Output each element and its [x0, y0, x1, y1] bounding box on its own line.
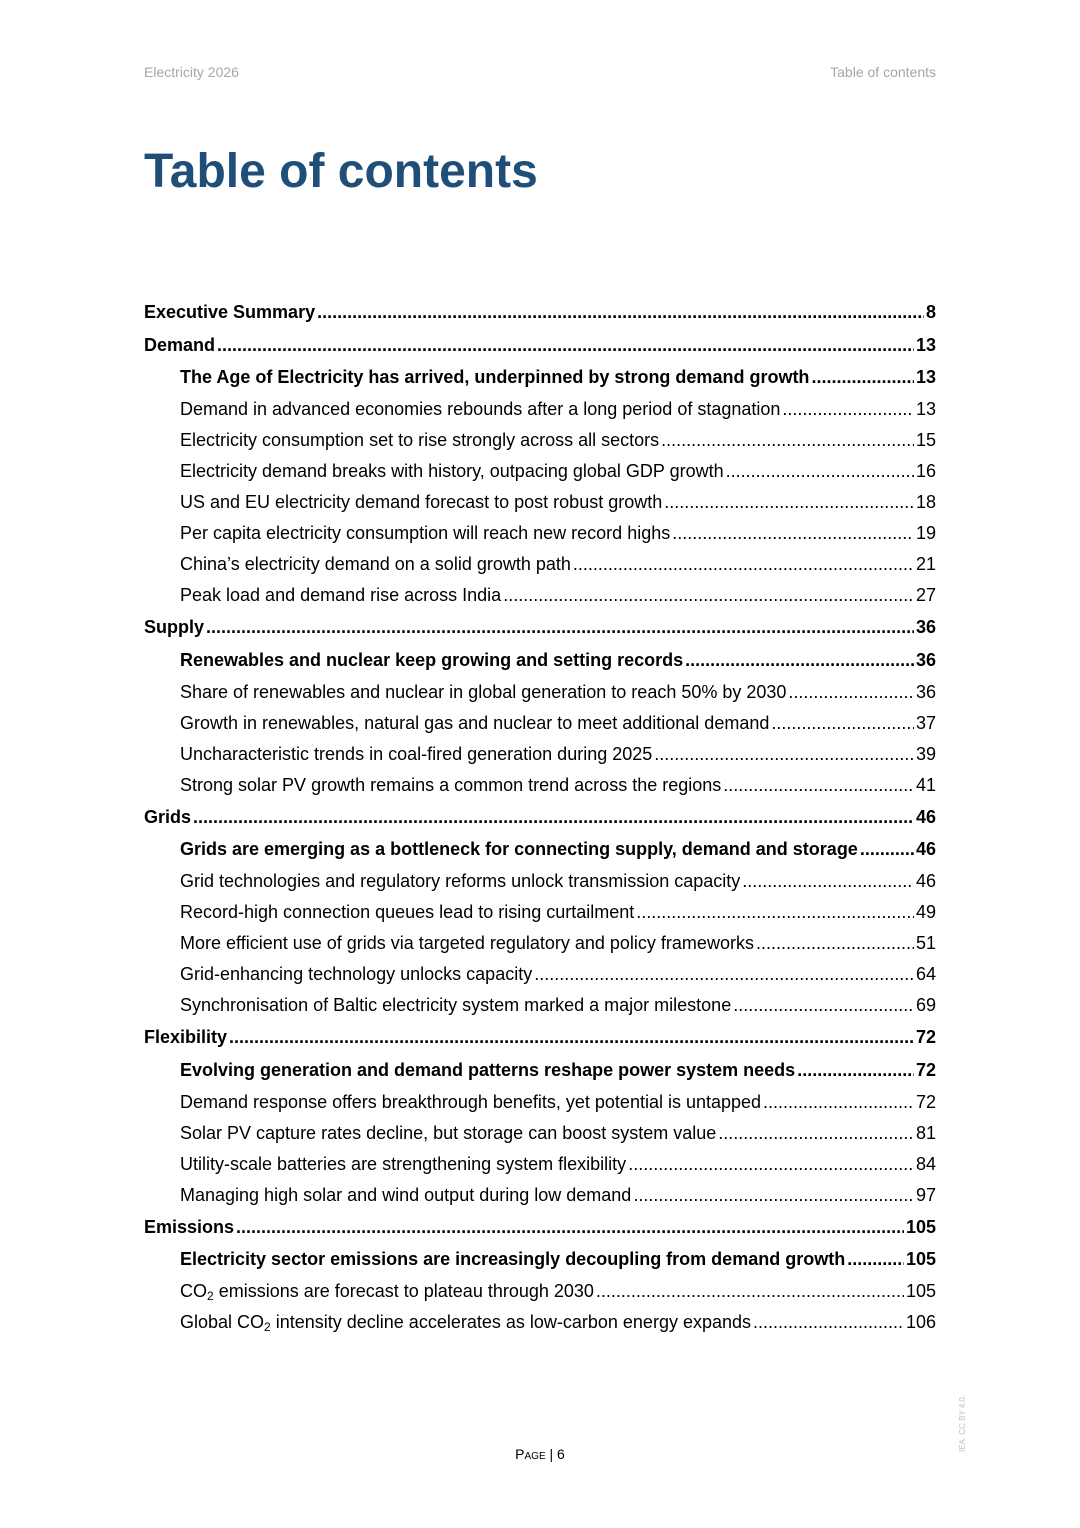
toc-section-link[interactable]	[144, 1054, 936, 1087]
license-notice: IEA. CC BY 4.0.	[958, 1394, 967, 1452]
toc-dot-leader	[797, 1054, 914, 1087]
toc-dot-leader	[193, 801, 914, 834]
toc-entry-title: Grid-enhancing technology unlocks capacity	[180, 964, 533, 984]
toc-dot-leader	[317, 296, 924, 329]
toc-page-number: 81	[915, 1122, 936, 1143]
toc-entry-title: Demand in advanced economies rebounds after a long period of stagnation	[180, 399, 781, 419]
toc-chapter-link[interactable]	[144, 801, 936, 834]
toc-subsection-link[interactable]	[144, 928, 936, 959]
running-header	[144, 64, 936, 84]
toc-dot-leader	[742, 866, 914, 897]
toc-dot-leader	[503, 580, 914, 611]
toc-dot-leader	[723, 770, 914, 801]
page-title: Table of contents	[144, 145, 538, 198]
toc-subsection-link[interactable]	[144, 1087, 936, 1118]
toc-entry-title: Demand	[144, 334, 216, 355]
toc-dot-leader	[718, 1118, 914, 1149]
toc-entry-title: Growth in renewables, natural gas and nuclear to meet additional demand	[180, 712, 770, 733]
toc-dot-leader	[636, 897, 914, 928]
toc-page-number: 105	[905, 1216, 936, 1237]
toc-title-subscript: 2	[264, 1320, 271, 1334]
page-separator: |	[545, 1446, 558, 1462]
toc-entry-title	[180, 1307, 751, 1338]
toc-subsection-link[interactable]	[144, 1276, 936, 1307]
toc-chapter-link[interactable]	[144, 1021, 936, 1054]
toc-subsection-link[interactable]	[144, 1118, 936, 1149]
toc-dot-leader	[206, 611, 914, 644]
toc-page-number: 97	[915, 1184, 936, 1205]
toc-subsection-link[interactable]	[144, 1307, 936, 1338]
toc-subsection-link[interactable]	[144, 394, 936, 425]
toc-page-number: 46	[915, 871, 936, 891]
toc-page-number: 46	[915, 806, 936, 827]
header-section-title: Table of contents	[830, 64, 936, 80]
toc-subsection-link[interactable]	[144, 456, 936, 487]
toc-dot-leader	[236, 1211, 904, 1244]
toc-entry-title: US and EU electricity demand forecast to post robust growth	[180, 492, 663, 512]
toc-dot-leader	[763, 1087, 914, 1118]
toc-subsection-link[interactable]	[144, 518, 936, 549]
toc-page-number: 21	[915, 554, 936, 574]
toc-subsection-link[interactable]	[144, 1149, 936, 1180]
toc-subsection-link[interactable]	[144, 770, 936, 801]
toc-title-part: CO	[180, 1281, 207, 1301]
toc-page-number: 8	[925, 302, 936, 322]
toc-entry-title: Executive Summary	[144, 302, 316, 322]
toc-dot-leader	[633, 1180, 914, 1211]
toc-dot-leader	[672, 518, 914, 549]
toc-chapter-link[interactable]	[144, 1211, 936, 1244]
toc-dot-leader	[573, 549, 914, 580]
toc-page-number: 72	[915, 1059, 936, 1080]
toc-entry-title: The Age of Electricity has arrived, underpinned by strong demand growth	[180, 367, 810, 387]
toc-page-number: 51	[915, 933, 936, 953]
toc-subsection-link[interactable]	[144, 1180, 936, 1211]
toc-entry-title: Demand response offers breakthrough benefits, yet potential is untapped	[180, 1091, 762, 1112]
toc-section-link[interactable]	[144, 1243, 936, 1276]
toc-dot-leader	[811, 361, 914, 394]
toc-entry-title	[180, 1276, 594, 1307]
toc-dot-leader	[726, 456, 914, 487]
toc-dot-leader	[753, 1307, 904, 1338]
toc-page-number: 36	[915, 617, 936, 637]
toc-dot-leader	[771, 708, 914, 739]
toc-section-link[interactable]	[144, 833, 936, 866]
toc-page-number: 36	[915, 649, 936, 670]
toc-subsection-link[interactable]	[144, 897, 936, 928]
toc-chapter-link[interactable]	[144, 329, 936, 362]
toc-dot-leader	[788, 677, 914, 708]
toc-section-link[interactable]	[144, 644, 936, 677]
toc-entry-title: Strong solar PV growth remains a common trend across the regions	[180, 774, 722, 795]
toc-page-number: 37	[915, 712, 936, 733]
toc-entry-title: Electricity sector emissions are increasingly decoupling from demand growth	[180, 1249, 846, 1269]
toc-page-number: 64	[915, 964, 936, 984]
toc-page-number: 72	[915, 1027, 936, 1047]
toc-page-number: 72	[915, 1091, 936, 1112]
toc-entry-title: Managing high solar and wind output during low demand	[180, 1184, 632, 1205]
toc-dot-leader	[596, 1276, 904, 1307]
toc-entry-title: More efficient use of grids via targeted regulatory and policy frameworks	[180, 933, 754, 953]
toc-title-part: Global CO	[180, 1312, 265, 1332]
toc-page-number: 15	[915, 430, 936, 450]
toc-subsection-link[interactable]	[144, 677, 936, 708]
toc-entry-title: Share of renewables and nuclear in global generation to reach 50% by 2030	[180, 681, 787, 702]
toc-dot-leader	[628, 1149, 914, 1180]
toc-page-number: 18	[915, 492, 936, 512]
toc-dot-leader	[217, 329, 914, 362]
toc-dot-leader	[661, 425, 914, 456]
toc-dot-leader	[534, 959, 914, 990]
toc-title-part: emissions are forecast to plateau through 2030	[213, 1281, 594, 1301]
toc-subsection-link[interactable]	[144, 739, 936, 770]
toc-entry-title: Electricity consumption set to rise strongly across all sectors	[180, 430, 660, 450]
toc-subsection-link[interactable]	[144, 580, 936, 611]
toc-dot-leader	[782, 394, 914, 425]
toc-page-number: 19	[915, 523, 936, 543]
toc-chapter-link[interactable]	[144, 611, 936, 644]
toc-page-number: 16	[915, 461, 936, 481]
toc-chapter-link[interactable]	[144, 296, 936, 329]
toc-entry-title: Synchronisation of Baltic electricity system marked a major milestone	[180, 995, 732, 1015]
toc-title-part: intensity decline accelerates as low-carbon energy expands	[270, 1312, 752, 1332]
toc-subsection-link[interactable]	[144, 425, 936, 456]
toc-entry-title: Grids	[144, 806, 192, 827]
toc-subsection-link[interactable]	[144, 866, 936, 897]
toc-title-subscript: 2	[207, 1289, 214, 1303]
toc-page-number: 13	[915, 334, 936, 355]
toc-subsection-link[interactable]	[144, 959, 936, 990]
toc-entry-title: Grids are emerging as a bottleneck for connecting supply, demand and storage	[180, 839, 858, 859]
toc-subsection-link[interactable]	[144, 549, 936, 580]
toc-entry-title: China’s electricity demand on a solid growth path	[180, 554, 571, 574]
toc-entry-title: Uncharacteristic trends in coal-fired generation during 2025	[180, 743, 653, 764]
toc-page-number: 27	[915, 585, 936, 605]
toc-page-number: 105	[905, 1249, 936, 1269]
toc-dot-leader	[860, 833, 914, 866]
toc-page-number: 39	[915, 743, 936, 764]
toc-entry-title: Solar PV capture rates decline, but storage can boost system value	[180, 1122, 717, 1143]
toc-dot-leader	[664, 487, 914, 518]
toc-entry-title: Per capita electricity consumption will reach new record highs	[180, 523, 671, 543]
toc-page-number: 36	[915, 681, 936, 702]
header-report-title: Electricity 2026	[144, 64, 239, 80]
toc-subsection-link[interactable]	[144, 487, 936, 518]
toc-entry-title: Record-high connection queues lead to rising curtailment	[180, 902, 635, 922]
toc-page-number: 41	[915, 774, 936, 795]
toc-entry-title: Grid technologies and regulatory reforms unlock transmission capacity	[180, 871, 741, 891]
toc-page-number: 46	[915, 839, 936, 859]
toc-page-number: 106	[905, 1312, 936, 1332]
toc-entry-title: Evolving generation and demand patterns reshape power system needs	[180, 1059, 796, 1080]
toc-dot-leader	[654, 739, 914, 770]
toc-dot-leader	[733, 990, 914, 1021]
toc-entry-title: Flexibility	[144, 1027, 228, 1047]
toc-subsection-link[interactable]	[144, 708, 936, 739]
toc-entry-title: Peak load and demand rise across India	[180, 585, 502, 605]
page-number: 6	[557, 1446, 565, 1462]
toc-dot-leader	[756, 928, 914, 959]
page-label: Page	[515, 1446, 546, 1462]
toc-page-number: 84	[915, 1153, 936, 1174]
toc-dot-leader	[685, 644, 914, 677]
toc-page-number: 13	[915, 399, 936, 419]
table-of-contents	[144, 296, 936, 1338]
page-footer	[0, 1446, 1080, 1462]
toc-page-number: 105	[905, 1281, 936, 1301]
toc-dot-leader	[229, 1021, 914, 1054]
toc-dot-leader	[847, 1243, 904, 1276]
toc-page-number: 69	[915, 995, 936, 1015]
toc-entry-title: Utility-scale batteries are strengthening system flexibility	[180, 1153, 627, 1174]
toc-page-number: 13	[915, 367, 936, 387]
toc-section-link[interactable]	[144, 361, 936, 394]
toc-entry-title: Electricity demand breaks with history, outpacing global GDP growth	[180, 461, 724, 481]
toc-entry-title: Emissions	[144, 1216, 235, 1237]
toc-entry-title: Supply	[144, 617, 205, 637]
toc-subsection-link[interactable]	[144, 990, 936, 1021]
toc-page-number: 49	[915, 902, 936, 922]
toc-entry-title: Renewables and nuclear keep growing and setting records	[180, 649, 684, 670]
